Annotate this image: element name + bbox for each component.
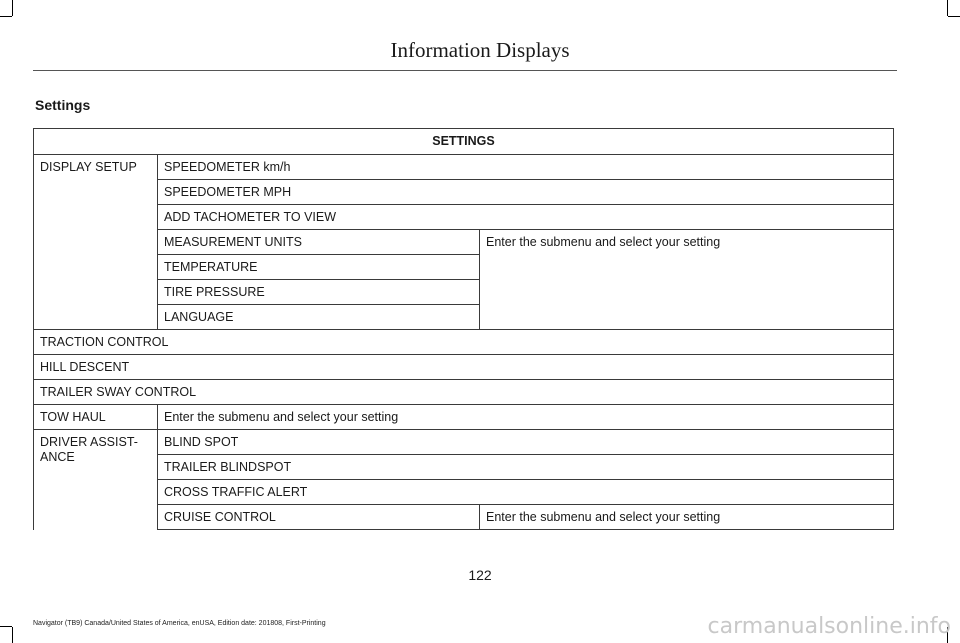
table-header-row [34,129,894,155]
edition-footer: Navigator (TB9) Canada/United States of America, enUSA, Edition date: 201808, First-Printing [33,620,326,627]
table-row [34,355,894,380]
display-setup-item: SPEEDOMETER MPH [158,180,894,205]
section-title: Settings [35,97,91,113]
driver-assistance-label: DRIVER ASSIST- ANCE [34,430,158,530]
trailer-sway-control-row: TRAILER SWAY CONTROL [34,380,894,405]
display-setup-item: TIRE PRESSURE [158,280,480,305]
driver-assistance-item: TRAILER BLINDSPOT [158,455,894,480]
table-row [34,330,894,355]
crop-mark-top-right-v [947,0,948,16]
table-row [34,230,894,255]
traction-control-row: TRACTION CONTROL [34,330,894,355]
driver-assistance-item: CRUISE CONTROL [158,505,480,530]
page-header-title: Information Displays [390,38,570,62]
crop-mark-bottom-left-h [0,626,12,627]
table-row [34,380,894,405]
table-row [34,505,894,530]
hill-descent-row: HILL DESCENT [34,355,894,380]
display-setup-item: SPEEDOMETER km/h [158,155,894,180]
crop-mark-top-left-v [12,0,13,16]
crop-mark-bottom-left-v [12,627,13,643]
cruise-control-note: Enter the submenu and select your setting [480,505,894,530]
table-row [34,205,894,230]
tow-haul-note: Enter the submenu and select your setting [158,405,894,430]
table-row [34,155,894,180]
table-row [34,455,894,480]
display-setup-item: MEASUREMENT UNITS [158,230,480,255]
driver-assistance-item: CROSS TRAFFIC ALERT [158,480,894,505]
driver-assistance-item: BLIND SPOT [158,430,894,455]
table-row [34,405,894,430]
display-setup-item: LANGUAGE [158,305,480,330]
display-setup-item: TEMPERATURE [158,255,480,280]
header-divider [33,70,897,71]
display-setup-item: ADD TACHOMETER TO VIEW [158,205,894,230]
crop-mark-top-left-h [0,16,12,17]
table-row [34,430,894,455]
tow-haul-label: TOW HAUL [34,405,158,430]
display-setup-submenu-note: Enter the submenu and select your setting [480,230,894,330]
settings-table [33,128,894,530]
table-heading: SETTINGS [34,129,894,155]
display-setup-label: DISPLAY SETUP [34,155,158,330]
table-row [34,480,894,505]
table-row [34,180,894,205]
page-number: 122 [468,567,492,583]
watermark: carmanualsonline.info [707,614,951,639]
crop-mark-top-right-h [948,16,960,17]
